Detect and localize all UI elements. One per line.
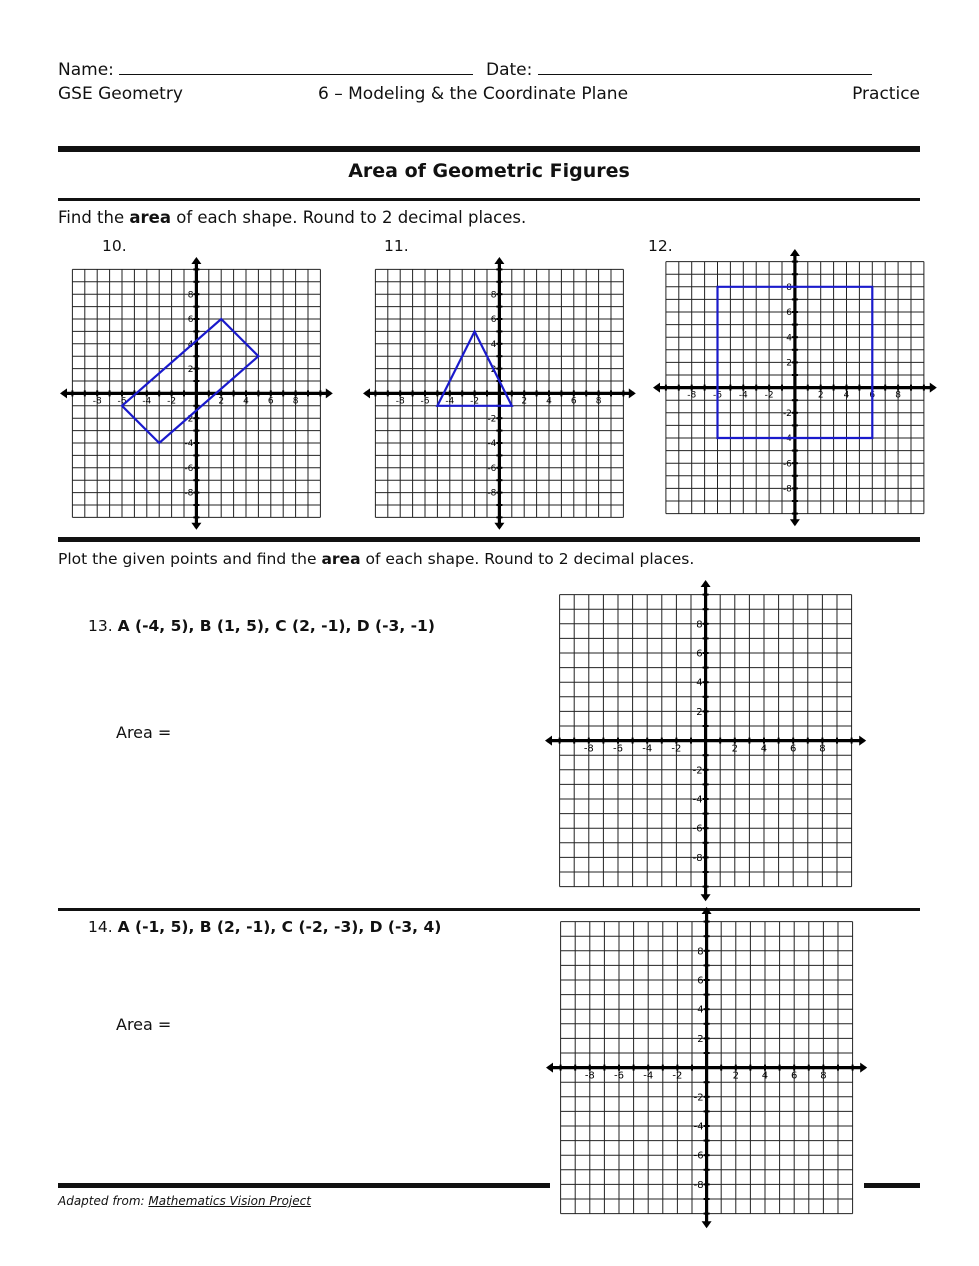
name-field[interactable] (119, 60, 473, 75)
x-tick-label: -4 (738, 390, 748, 401)
date-field[interactable] (538, 60, 872, 75)
x-tick-label: 8 (595, 395, 602, 406)
axes (546, 907, 867, 1228)
y-tick-label: -6 (694, 1151, 704, 1163)
problem-14-number: 14. (88, 918, 113, 936)
y-axis-arrow-down (790, 520, 800, 527)
y-tick-label: 4 (490, 339, 496, 350)
x-tick-label: 8 (292, 395, 299, 406)
footer-rule-right (864, 1183, 920, 1188)
axes (653, 249, 937, 526)
y-axis-arrow-up (702, 907, 712, 914)
y-tick-label: 2 (490, 364, 496, 375)
y-tick-label: 4 (786, 333, 792, 344)
x-axis-arrow-right (930, 383, 937, 393)
y-tick-label: 2 (786, 358, 792, 369)
y-tick-label: 2 (187, 364, 193, 375)
y-tick-label: -4 (184, 438, 193, 449)
x-tick-label: -4 (444, 395, 454, 406)
x-tick-label: -8 (92, 395, 102, 406)
x-axis-arrow-right (861, 1063, 868, 1073)
y-tick-label: 6 (696, 648, 703, 660)
x-tick-label: 6 (570, 395, 577, 406)
x-tick-label: -8 (395, 395, 405, 406)
y-tick-label: -4 (783, 434, 792, 445)
problem-13-number: 13. (88, 617, 113, 635)
y-axis-arrow-down (701, 895, 711, 902)
x-axis-arrow-left (60, 388, 67, 398)
x-tick-label: -6 (613, 743, 624, 755)
x-axis-arrow-right (325, 388, 332, 398)
x-tick-label: 4 (843, 390, 850, 401)
y-tick-label: 6 (490, 314, 496, 325)
x-tick-label: 2 (520, 395, 527, 406)
title-rule (58, 198, 920, 201)
problem-12-grid[interactable] (653, 249, 937, 526)
y-axis-arrow-up (701, 580, 711, 587)
y-tick-label: 4 (187, 339, 193, 350)
y-tick-label: -4 (693, 794, 703, 806)
y-tick-label: -4 (694, 1121, 704, 1133)
x-tick-label: -2 (469, 395, 479, 406)
section2-instruction: Plot the given points and find the area of each shape. Round to 2 decimal places. (58, 550, 695, 568)
y-tick-label: 2 (697, 1034, 704, 1046)
footer-rule-left (58, 1183, 550, 1188)
problem-13-area-label: Area = (116, 723, 172, 742)
x-tick-label: -2 (764, 390, 774, 401)
x-tick-label: 6 (267, 395, 274, 406)
x-tick-label: 2 (733, 1070, 740, 1082)
y-axis-arrow-up (790, 249, 800, 256)
x-axis-arrow-right (860, 736, 867, 746)
y-tick-label: -2 (694, 1092, 704, 1104)
x-tick-label: 8 (819, 743, 826, 755)
x-tick-label: -4 (643, 1070, 654, 1082)
y-tick-label: -2 (783, 409, 792, 420)
section1-instruction: Find the area of each shape. Round to 2 decimal places. (58, 208, 527, 227)
footer-attribution: Adapted from: Mathematics Vision Project (58, 1194, 311, 1208)
problem-14-grid[interactable] (546, 907, 867, 1228)
problem-14-points: A (-1, 5), B (2, -1), C (-2, -3), D (-3, 4) (117, 918, 442, 936)
y-tick-label: -8 (693, 853, 703, 865)
y-tick-label: 8 (696, 619, 703, 631)
y-tick-label: 8 (490, 289, 496, 300)
section-rule (58, 537, 920, 542)
y-tick-label: -2 (487, 413, 496, 424)
y-tick-label: -8 (694, 1180, 704, 1192)
x-tick-label: 6 (791, 1070, 798, 1082)
x-tick-label: 8 (820, 1070, 827, 1082)
x-tick-label: 2 (217, 395, 224, 406)
x-tick-label: -6 (614, 1070, 625, 1082)
course-name: GSE Geometry (58, 84, 183, 104)
y-tick-label: -4 (487, 438, 496, 449)
x-tick-label: -2 (166, 395, 176, 406)
x-tick-label: -4 (642, 743, 653, 755)
problem-12-number: 12. (648, 237, 673, 255)
problem-14 (88, 918, 441, 936)
y-axis-arrow-up (191, 257, 201, 264)
y-tick-label: -8 (184, 488, 193, 499)
y-tick-label: 8 (697, 946, 704, 958)
y-tick-label: 6 (697, 975, 704, 987)
x-tick-label: -8 (585, 1070, 596, 1082)
y-axis-arrow-up (494, 257, 504, 264)
worksheet-type: Practice (852, 84, 920, 104)
x-tick-label: -8 (687, 390, 697, 401)
problem-10-grid[interactable] (60, 257, 333, 530)
x-tick-label: -8 (584, 743, 595, 755)
x-tick-label: 2 (817, 390, 824, 401)
name-label: Name: (58, 60, 114, 80)
y-tick-label: -8 (783, 484, 792, 495)
axes (545, 580, 866, 901)
x-tick-label: -2 (672, 1070, 683, 1082)
y-tick-label: 2 (696, 707, 703, 719)
x-tick-label: -4 (141, 395, 151, 406)
y-tick-label: 8 (786, 283, 792, 294)
problem-14-area-label: Area = (116, 1015, 172, 1034)
y-tick-label: 8 (187, 289, 193, 300)
x-tick-label: -6 (420, 395, 430, 406)
axes (363, 257, 636, 530)
y-axis-arrow-down (702, 1222, 712, 1229)
y-tick-label: -2 (184, 413, 193, 424)
x-axis-arrow-left (653, 383, 660, 393)
x-tick-label: 6 (869, 390, 876, 401)
x-tick-label: 8 (895, 390, 902, 401)
problem-10-number: 10. (102, 237, 127, 255)
x-axis-arrow-right (628, 388, 635, 398)
x-axis-arrow-left (363, 388, 370, 398)
source-link[interactable]: Mathematics Vision Project (148, 1194, 311, 1208)
x-axis-arrow-left (545, 736, 552, 746)
y-tick-label: 6 (786, 308, 792, 319)
x-tick-label: 6 (790, 743, 797, 755)
axes (60, 257, 333, 530)
x-tick-label: 4 (545, 395, 552, 406)
unit-title: 6 – Modeling & the Coordinate Plane (318, 84, 629, 104)
x-tick-label: 4 (242, 395, 249, 406)
y-tick-label: -6 (783, 459, 792, 470)
y-tick-label: -6 (693, 824, 703, 836)
problem-11-number: 11. (384, 237, 409, 255)
x-tick-label: 4 (762, 1070, 769, 1082)
y-tick-label: -2 (693, 765, 703, 777)
top-rule (58, 146, 920, 152)
problem-13-grid[interactable] (545, 580, 866, 901)
x-tick-label: 2 (732, 743, 739, 755)
x-tick-label: -6 (713, 390, 723, 401)
page-title: Area of Geometric Figures (348, 160, 630, 182)
problem-13-points: A (-4, 5), B (1, 5), C (2, -1), D (-3, -1) (117, 617, 435, 635)
name-line (58, 60, 473, 80)
x-axis-arrow-left (546, 1063, 553, 1073)
x-tick-label: 4 (761, 743, 768, 755)
date-line (486, 60, 872, 80)
y-axis-arrow-down (494, 522, 504, 529)
y-tick-label: 6 (187, 314, 193, 325)
x-tick-label: -2 (671, 743, 682, 755)
y-tick-label: 4 (697, 1005, 704, 1017)
y-tick-label: -8 (487, 488, 496, 499)
date-label: Date: (486, 60, 533, 80)
y-tick-label: -6 (184, 463, 193, 474)
y-axis-arrow-down (191, 522, 201, 529)
y-tick-label: -6 (487, 463, 496, 474)
problem-11-grid[interactable] (363, 257, 636, 530)
x-tick-label: -6 (117, 395, 127, 406)
y-tick-label: 4 (696, 678, 703, 690)
problem-13 (88, 617, 435, 635)
